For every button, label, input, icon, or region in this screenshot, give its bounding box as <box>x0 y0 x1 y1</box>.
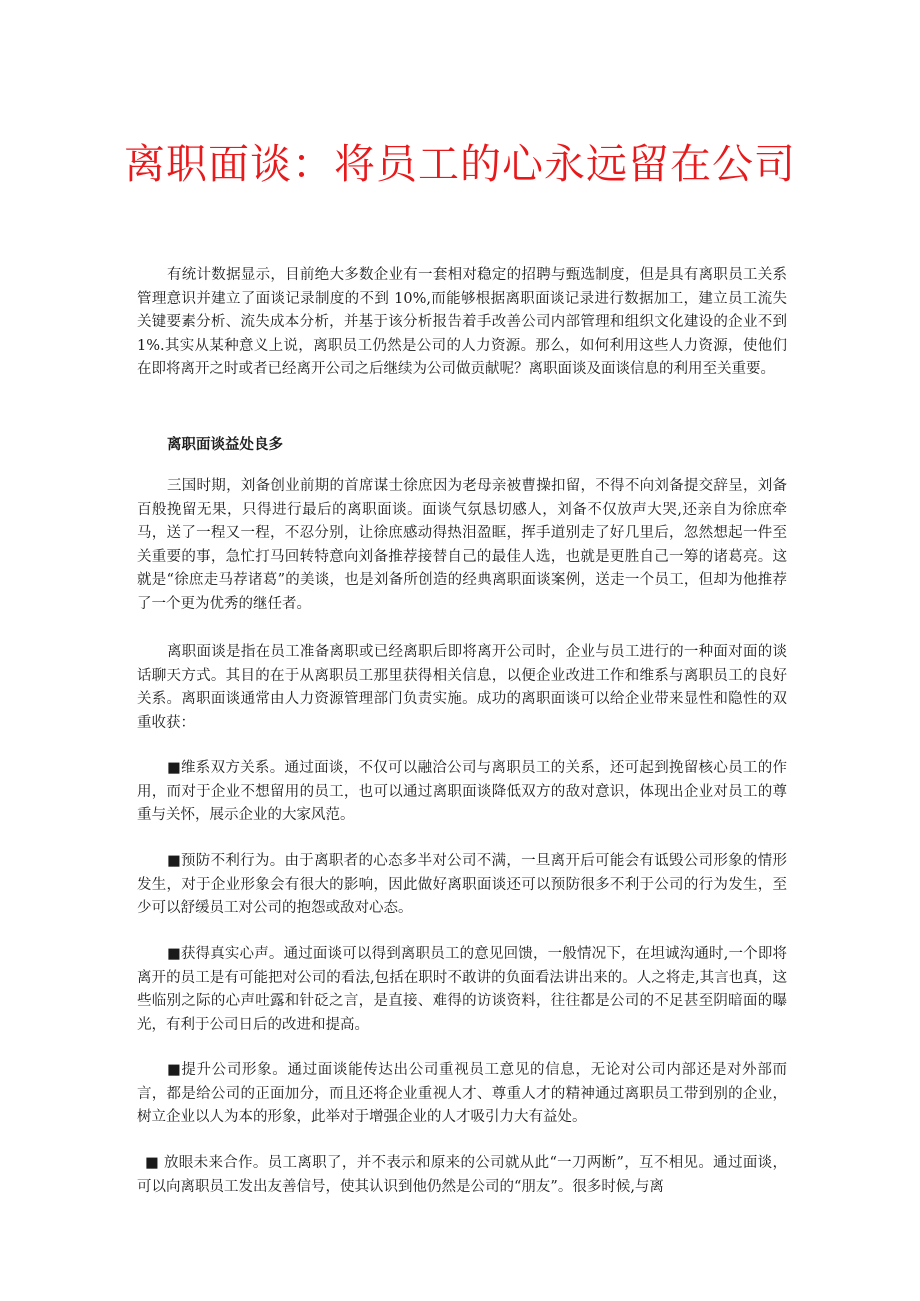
intro-paragraph: 有统计数据显示，目前绝大多数企业有一套相对稳定的招聘与甄选制度，但是具有离职员工关系管理意识并建立了面谈记录制度的不到 10%,而能够根据离职面谈记录进行数据加工，建立员工流失关键要素分析、流失成本分析，并基于该分析报告着手改善公司内部管理和组织文化建设的企业不到 1%.其实从某种意义上说，离职员工仍然是公司的人力资源。那么，如何利用这些人力资源，使他们在即将离开之时或者已经离开公司之后继续为公司做贡献呢？离职面谈及面谈信息的利用至关重要。 <box>137 267 787 377</box>
bullet-maintain-relations: ■维系双方关系。通过面谈，不仅可以融洽公司与离职员工的关系，还可起到挽留核心员工的作用，而对于企业不想留用的员工，也可以通过离职面谈降低双方的敌对意识，体现出企业对员工的尊重与关怀，展示企业的大家风范。 <box>137 760 787 823</box>
bullet-prevent-harm: ■预防不利行为。由于离职者的心态多半对公司不满，一旦离开后可能会有诋毁公司形象的情形发生，对于企业形象会有很大的影响，因此做好离职面谈还可以预防很多不利于公司的行为发生，至少可以舒缓员工对公司的抱怨或敌对心态。 <box>137 853 787 916</box>
definition-paragraph: 离职面谈是指在员工准备离职或已经离职后即将离开公司时，企业与员工进行的一种面对面的谈话聊天方式。其目的在于从离职员工那里获得相关信息，以便企业改进工作和维系与离职员工的良好关系。离职面谈通常由人力资源管理部门负责实施。成功的离职面谈可以给企业带来显性和隐性的双重收获： <box>137 644 787 731</box>
section-heading: 离职面谈益处良多 <box>167 437 283 453</box>
document-title: 离职面谈：将员工的心永远留在公司 <box>124 140 796 188</box>
bullet-true-voice: ■获得真实心声。通过面谈可以得到离职员工的意见回馈，一般情况下，在坦诚沟通时,一个即将离开的员工是有可能把对公司的看法,包括在职时不敢讲的负面看法讲出来的。人之将走,其言也真，这些临别之际的心声吐露和针砭之言，是直接、难得的访谈资料，往往都是公司的不足甚至阴暗面的曝光，有利于公司日后的改进和提高。 <box>137 946 787 1033</box>
bullet-company-image: ■提升公司形象。通过面谈能传达出公司重视员工意见的信息，无论对公司内部还是对外部而言，都是给公司的正面加分，而且还将企业重视人才、尊重人才的精神通过离职员工带到别的企业，树立企业以人为本的形象，此举对于增强企业的人才吸引力大有益处。 <box>137 1062 787 1125</box>
bullet-future-cooperation: ■ 放眼未来合作。员工离职了，并不表示和原来的公司就从此“一刀两断”，互不相见。通过面谈，可以向离职员工发出友善信号，使其认识到他仍然是公司的“朋友”。很多时候,与离 <box>137 1155 787 1195</box>
story-paragraph: 三国时期，刘备创业前期的首席谋士徐庶因为老母亲被曹操扣留，不得不向刘备提交辞呈，刘备百般挽留无果，只得进行最后的离职面谈。面谈气氛恳切感人，刘备不仅放声大哭,还亲自为徐庶牵马，送了一程又一程，不忍分别，让徐庶感动得热泪盈眶，挥手道别走了好几里后，忽然想起一件至关重要的事，急忙打马回转特意向刘备推荐接替自己的最佳人选，也就是更胜自己一筹的诸葛亮。这就是“徐庶走马荐诸葛”的美谈，也是刘备所创造的经典离职面谈案例，送走一个员工，但却为他推荐了一个更为优秀的继任者。 <box>137 478 787 612</box>
